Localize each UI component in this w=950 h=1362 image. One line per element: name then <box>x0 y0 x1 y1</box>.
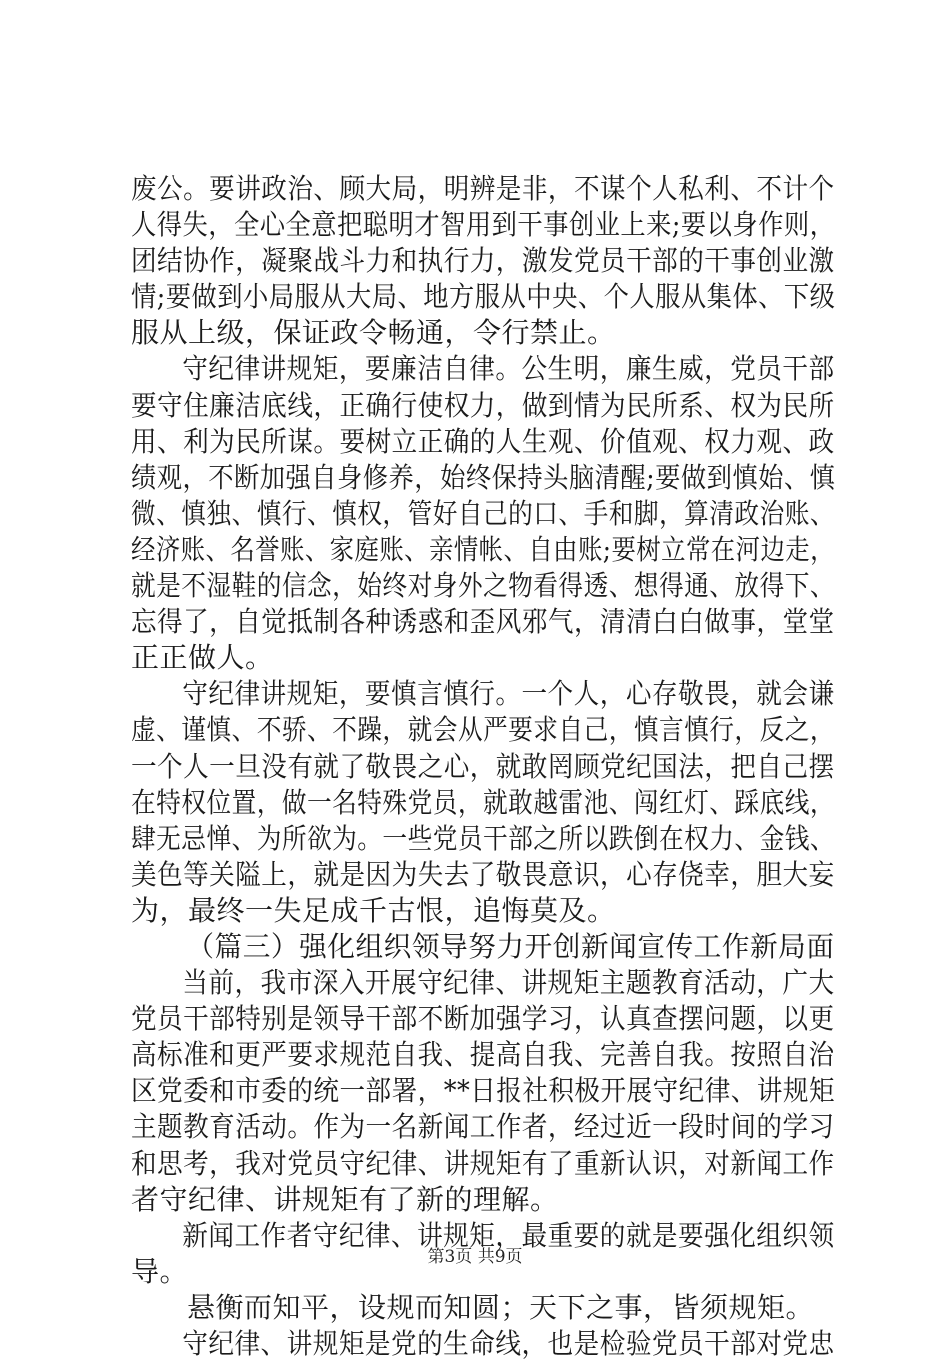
text-line: 区党委和市委的统一部署，**日报社积极开展守纪律、讲规矩 <box>131 1074 836 1108</box>
text-line: 守纪律讲规矩，要慎言慎行。一个人，心存敬畏，就会谦 <box>182 677 835 711</box>
text-line: 高标准和更严要求规范自我、提高自我、完善自我。按照自治 <box>131 1038 835 1072</box>
text-line: 主题教育活动。作为一名新闻工作者，经过近一段时间的学习 <box>131 1110 835 1144</box>
text-line: 微、慎独、慎行、慎权，管好自己的口、手和脚，算清政治账、 <box>131 496 836 530</box>
text-line: 在特权位置，做一名特殊党员，就敢越雷池、闯红灯、踩底线， <box>131 785 836 819</box>
text-line: 经济账、名誉账、家庭账、亲情帐、自由账;要树立常在河边走， <box>131 532 835 566</box>
text-line: 为，最终一失足成千古恨，追悔莫及。 <box>131 893 616 927</box>
text-line: 服从上级，保证政令畅通，令行禁止。 <box>131 316 616 350</box>
text-line: 忘得了，自觉抵制各种诱惑和歪风邪气，清清白白做事，堂堂 <box>131 605 835 639</box>
text-line: 者守纪律、讲规矩有了新的理解。 <box>131 1182 559 1216</box>
text-line: 就是不湿鞋的信念，始终对身外之物看得透、想得通、放得下、 <box>131 569 836 603</box>
text-line: 守纪律、讲规矩是党的生命线，也是检验党员干部对党忠 <box>182 1327 835 1360</box>
text-line: 美色等关隘上，就是因为失去了敬畏意识，心存侥幸，胆大妄 <box>131 857 835 891</box>
text-line: 虚、谨慎、不骄、不躁，就会从严要求自己，慎言慎行，反之， <box>131 713 836 747</box>
text-line: 人得失，全心全意把聪明才智用到干事创业上来;要以身作则， <box>131 208 836 242</box>
text-line: 和思考，我对党员守纪律、讲规矩有了重新认识，对新闻工作 <box>131 1146 835 1180</box>
text-line: （篇三）强化组织领导努力开创新闻宣传工作新局面 <box>186 929 835 963</box>
text-line: 当前，我市深入开展守纪律、讲规矩主题教育活动，广大 <box>182 966 835 1000</box>
text-line: 用、利为民所谋。要树立正确的人生观、价值观、权力观、政 <box>131 424 835 458</box>
text-line: 要守住廉洁底线，正确行使权力，做到情为民所系、权为民所 <box>131 388 835 422</box>
text-line: 情;要做到小局服从大局、地方服从中央、个人服从集体、下级 <box>131 280 836 314</box>
text-line: 肆无忌惮、为所欲为。一些党员干部之所以跌倒在权力、金钱、 <box>131 821 836 855</box>
text-line: 一个人一旦没有就了敬畏之心，就敢罔顾党纪国法，把自己摆 <box>131 749 835 783</box>
text-line: 守纪律讲规矩，要廉洁自律。公生明，廉生威，党员干部 <box>182 352 835 386</box>
text-line: 悬衡而知平，设规而知圆；天下之事，皆须规矩。 <box>187 1290 815 1324</box>
text-line: 正正做人。 <box>131 641 274 675</box>
text-line: 绩观，不断加强自身修养，始终保持头脑清醒;要做到慎始、慎 <box>131 460 836 494</box>
page-footer: 第3页 共9页 <box>427 1247 523 1267</box>
text-line: 团结协作，凝聚战斗力和执行力，激发党员干部的干事创业激 <box>131 244 835 278</box>
document-body <box>131 171 835 1362</box>
text-line: 废公。要讲政治、顾大局，明辨是非，不谋个人私利、不计个 <box>131 172 835 205</box>
text-line: 党员干部特别是领导干部不断加强学习，认真查摆问题，以更 <box>131 1002 835 1036</box>
text-line: 新闻工作者守纪律、讲规矩，最重要的就是要强化组织领 <box>182 1218 835 1252</box>
text-line: 导。 <box>131 1254 189 1288</box>
